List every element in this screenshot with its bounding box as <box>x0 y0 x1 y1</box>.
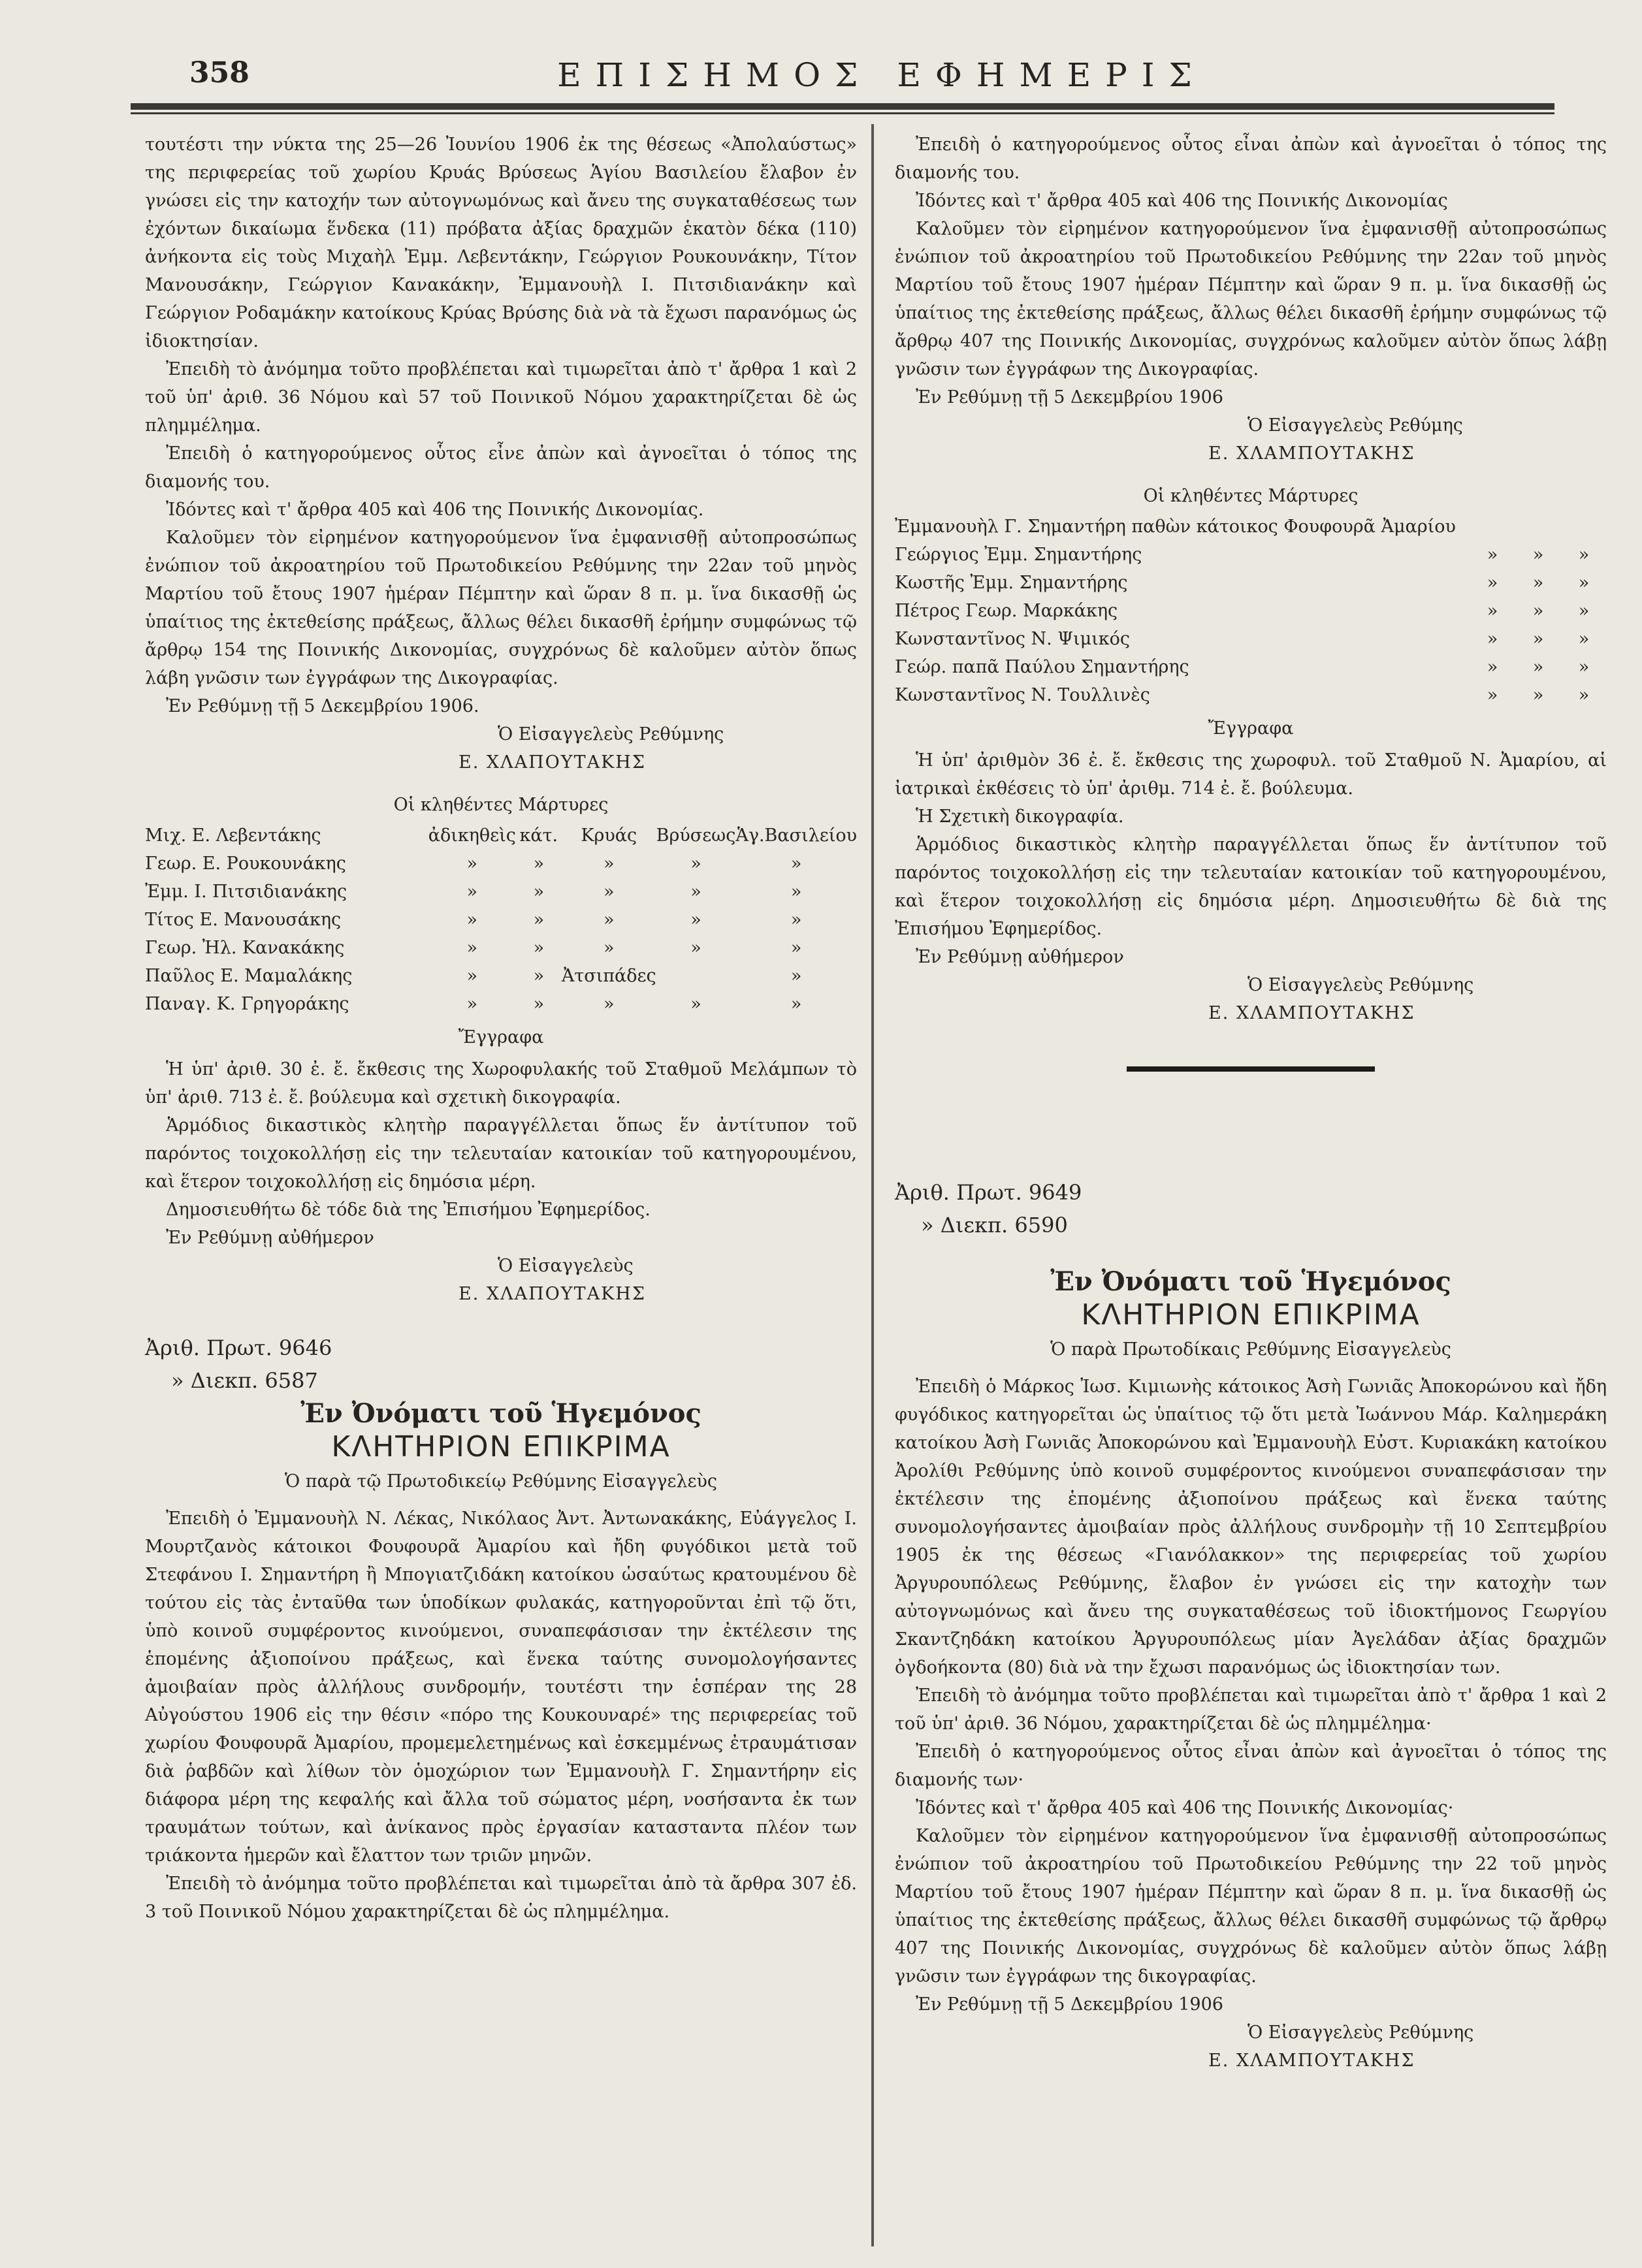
table-cell: » <box>1578 545 1590 565</box>
reference-numbers <box>895 1176 1607 1241</box>
witness-name: Κωνσταντῖνος Ν. Ψιμικός <box>895 629 1130 649</box>
table-row <box>145 906 857 934</box>
section-separator <box>1127 1066 1375 1072</box>
signature-title: Ὁ Εἰσαγγελεὺς Ρεθύμνης <box>498 724 724 744</box>
witness-name: Γεώργιος Ἐμμ. Σημαντήρης <box>895 545 1142 565</box>
witness-name: Παῦλος Ε. Μαμαλάκης <box>145 966 353 986</box>
table-cell: » <box>1532 573 1544 593</box>
witness-name: Γεωρ. Ἠλ. Κανακάκης <box>145 938 345 958</box>
dispatch-number: » Διεκπ. 6587 <box>171 1368 318 1393</box>
masthead: ΕΠΙΣΗΜΟΣ ΕΦΗΜΕΡΙΣ <box>557 56 1206 94</box>
table-cell: » <box>690 938 701 958</box>
witnesses-title: Οἱ κληθέντες Μάρτυρες <box>1143 486 1359 506</box>
witness-name: Κωνσταντῖνος Ν. Τουλλινὲς <box>895 685 1150 705</box>
documents-title: Ἔγγραφα <box>1208 718 1294 739</box>
paragraph: Ἁρμόδιος δικαστικὸς κλητὴρ παραγγέλλεται ὅπως ἕν ἀντίτυπον τοῦ παρόντος τοιχοκολλήσῃ εἰς την τελευταίαν κατοικίαν τοῦ κατηγορουμένου, καὶ ἕτερον τοιχοκολλήσῃ εἰς δημόσια μέρη. <box>145 1115 857 1192</box>
left-column <box>145 131 857 1926</box>
table-cell: Ἀτσιπάδες <box>561 966 656 986</box>
documents-title: Ἔγγραφα <box>458 1027 544 1047</box>
dispatch-number: » Διεκπ. 6590 <box>921 1213 1068 1238</box>
table-cell: » <box>790 994 802 1014</box>
signature-title: Ὁ Εἰσαγγελεὺς Ρεθύμνης <box>1248 2022 1474 2043</box>
table-row <box>145 990 857 1018</box>
table-cell: » <box>466 938 478 958</box>
table-cell: » <box>603 882 615 902</box>
witness-name: Μιχ. Ε. Λεβεντάκης <box>145 825 321 846</box>
notice-issuer: Ὁ παρὰ Πρωτοδίκαις Ρεθύμνης Εἰσαγγελεὺς <box>1050 1339 1451 1360</box>
table-row <box>895 513 1607 541</box>
table-row <box>145 962 857 990</box>
table-cell: » <box>1487 685 1498 705</box>
paragraph: Ἰδόντες καὶ τ' ἄρθρα 405 καὶ 406 της Ποινικής Δικονομίας· <box>916 1798 1454 1818</box>
table-cell: » <box>1487 573 1498 593</box>
notice-issuer: Ὁ παρὰ τῷ Πρωτοδικείῳ Ρεθύμνης Εἰσαγγελεὺς <box>284 1471 718 1492</box>
table-cell: » <box>533 938 545 958</box>
paragraph: Δημοσιευθήτω δὲ τόδε διὰ της Ἐπισήμου Ἐφημερίδος. <box>166 1200 651 1220</box>
paragraph: Καλοῦμεν τὸν εἰρημένον κατηγορούμενον ἵνα ἐμφανισθῇ αὐτοπροσώπως ἐνώπιον τοῦ ἀκροατηρίου τοῦ Πρωτοδικείου Ρεθύμνης την 22αν τοῦ μηνὸς Μαρτίου τοῦ ἔτους 1907 ἡμέραν Πέμπτην καὶ ὥραν 9 π. μ. ἵνα δικασθῇ ὡς ὑπαίτιος της ἐκτεθείσης πράξεως, ἄλλως θέλει δικασθῆ ἐρήμην συμφώνως τῷ ἄρθρῳ 407 της Ποινικής Δικονομίας, συγχρόνως καλοῦμεν αὐτὸν ὅπως λάβῃ γνῶσιν των ἐγγράφων της Δικογραφίας. <box>895 219 1607 379</box>
table-row <box>145 878 857 906</box>
date-line: Ἐν Ρεθύμνῃ τῇ 5 Δεκεμβρίου 1906 <box>916 1994 1223 2015</box>
date-line: Ἐν Ρεθύμνῃ αὐθήμερον <box>166 1228 374 1248</box>
table-cell: » <box>1578 629 1590 649</box>
paragraph: Ἐπειδὴ ὁ κατηγορούμενος οὗτος εἶνε ἀπὼν καὶ ἀγνοεῖται ὁ τόπος της διαμονής του. <box>145 443 857 492</box>
table-row <box>895 569 1607 597</box>
table-cell: » <box>690 854 701 874</box>
notice-title: ΚΛΗΤΗΡΙΟΝ ΕΠΙΚΡΙΜΑ <box>1081 1298 1421 1332</box>
table-cell: » <box>533 882 545 902</box>
paragraph: Ἐπειδὴ τὸ ἀνόμημα τοῦτο προβλέπεται καὶ τιμωρεῖται ἀπὸ τ' ἄρθρα 1 καὶ 2 τοῦ ὑπ' ἀριθ. 36 Νόμου, χαρακτηρίζεται δὲ ὡς πλημμέλημα· <box>895 1685 1607 1734</box>
table-cell: » <box>466 994 478 1014</box>
table-cell: » <box>1578 657 1590 677</box>
table-cell: » <box>466 910 478 930</box>
witness-name: Κωστῆς Ἐμμ. Σημαντήρης <box>895 573 1128 593</box>
header-rule <box>131 103 1554 110</box>
table-cell: Κρυάς <box>581 825 637 846</box>
signature-block <box>895 2019 1607 2075</box>
signature-name: Ε. ΧΛΑΠΟΥΤΑΚΗΣ <box>459 752 646 773</box>
witness-name: Παναγ. Κ. Γρηγοράκης <box>145 994 349 1014</box>
witness-name: Τίτος Ε. Μανουσάκης <box>145 910 342 930</box>
table-row <box>145 850 857 878</box>
table-cell: » <box>690 994 701 1014</box>
witness-name: Πέτρος Γεωρ. Μαρκάκης <box>895 601 1118 621</box>
table-cell: » <box>1487 657 1498 677</box>
table-cell: » <box>1487 629 1498 649</box>
notice-heading: Ἐν Ὀνόματι τοῦ Ἡγεμόνος <box>300 1398 701 1429</box>
witness-name: Γεώρ. παπᾶ Παύλου Σημαντήρης <box>895 657 1189 677</box>
protocol-number: Ἀριθ. Πρωτ. 9646 <box>145 1335 332 1360</box>
right-column <box>895 131 1607 2075</box>
table-cell: » <box>790 854 802 874</box>
paragraph: Ἁρμόδιος δικαστικὸς κλητὴρ παραγγέλλεται ὅπως ἕν ἀντίτυπον τοῦ παρόντος τοιχοκολλήσῃ εἰς την τελευταίαν κατοικίαν τοῦ κατηγορουμένου, καὶ ἕτερον τοιχοκολλήσῃ εἰς δημόσια μέρη. Δημοσιευθήτω δὲ διὰ της Ἐπισήμου Ἐφημερίδος. <box>895 835 1607 939</box>
table-cell: ἀδικηθεὶς <box>428 825 516 846</box>
table-cell: » <box>690 882 701 902</box>
table-cell: κάτ. <box>519 825 558 846</box>
witnesses-table <box>895 513 1607 709</box>
paragraph: Ἰδόντες καὶ τ' ἄρθρα 405 καὶ 406 της Ποινικής Δικονομίας. <box>166 500 704 520</box>
signature-block <box>145 1252 857 1308</box>
table-cell: » <box>690 910 701 930</box>
paragraph: τουτέστι την νύκτα της 25—26 Ἰουνίου 1906 ἐκ της θέσεως «Ἀπολαύστως» της περιφερείας τοῦ χωρίου Κρυάς Βρύσεως Ἁγίου Βασιλείου ἔλαβον ἐν γνώσει εἰς την κατοχήν των αὐτογνωμόνως καὶ ἄνευ της συγκαταθέσεως των ἐχόντων δικαίωμα ἕνδεκα (11) πρόβατα ἀξίας δραχμῶν ἑκατὸν δέκα (110) ἀνήκοντα εἰς τοὺς Μιχαὴλ Ἐμμ. Λεβεντάκην, Γεώργιον Ρουκουνάκην, Τίτον Μανουσάκην, Γεώργιον Κανακάκην, Ἐμμανουὴλ Ι. Πιτσιδιανάκην καὶ Γεώργιον Ροδαμάκην κατοίκους Κρύας Βρύσης διὰ νὰ τὰ ἔχωσι παρανόμως ὡς ἰδιοκτησίαν. <box>145 135 857 351</box>
header-rule-thin <box>131 112 1554 114</box>
paragraph: Ἐπειδὴ τὸ ἀνόμημα τοῦτο προβλέπεται καὶ τιμωρεῖται ἀπὸ τὰ ἄρθρα 307 ἐδ. 3 τοῦ Ποινικοῦ Νόμου χαρακτηρίζεται δὲ ὡς πλημμέλημα. <box>145 1874 857 1922</box>
paragraph: Καλοῦμεν τὸν εἰρημένον κατηγορούμενον ἵνα ἐμφανισθῇ αὐτοπροσώπως ἐνώπιον τοῦ ἀκροατηρίου τοῦ Πρωτοδικείου Ρεθύμνης την 22αν τοῦ μηνὸς Μαρτίου τοῦ ἔτους 1907 ἡμέραν Πέμπτην καὶ ὥραν 8 π. μ. ἵνα δικασθῇ ὡς ὑπαίτιος της ἐκτεθείσης πράξεως, ἄλλως θέλει δικασθῆ ἐρήμην συμφώνως τῷ ἄρθρῳ 154 της Ποινικής Δικονομίας, συγχρόνως δὲ καλοῦμεν αὐτὸν ὅπως λάβη γνῶσιν των ἐγγράφων της Δικογραφίας. <box>145 528 857 688</box>
table-cell: » <box>1487 601 1498 621</box>
table-row <box>895 597 1607 625</box>
witness-name: Γεωρ. Ε. Ρουκουνάκης <box>145 854 346 874</box>
table-cell: » <box>1532 601 1544 621</box>
signature-title: Ὁ Εἰσαγγελεὺς Ρεθύμης <box>1248 415 1463 436</box>
table-row <box>145 822 857 850</box>
signature-name: Ε. ΧΛΑΜΠΟΥΤΑΚΗΣ <box>1208 443 1415 464</box>
table-cell: » <box>1532 657 1544 677</box>
table-cell: » <box>533 854 545 874</box>
table-cell: » <box>533 910 545 930</box>
signature-name: Ε. ΧΛΑΜΠΟΥΤΑΚΗΣ <box>1208 1003 1415 1023</box>
paragraph: Ἡ ὑπ' ἀριθμὸν 36 ἐ. ἔ. ἔκθεσις της χωροφυλ. τοῦ Σταθμοῦ Ν. Ἀμαρίου, αἱ ἰατρικαὶ ἐκθέσεις τὸ ὑπ' ἀριθμ. 714 ἐ. ἔ. βούλευμα. <box>895 750 1607 799</box>
paragraph: Καλοῦμεν τὸν εἰρημένον κατηγορούμενον ἵνα ἐμφανισθῇ αὐτοπροσώπως ἐνώπιον τοῦ ἀκροατηρίου τοῦ Πρωτοδικείου Ρεθύμνης την 22 τοῦ μηνὸς Μαρτίου τοῦ ἔτους 1907 ἡμέραν Πέμπτην καὶ ὥραν 8 π. μ. ἵνα δικασθῇ ὡς ὑπαίτιος της ἐκτεθείσης πράξεως, ἄλλως θέλει δικασθῆ συμφώνως τῷ ἄρθρῳ 407 της Ποινικής Δικονομίας, συγχρόνως δὲ καλοῦμεν αὐτὸν ὅπως λάβῃ γνῶσιν των ἐγγράφων της δικογραφίας. <box>895 1826 1607 1987</box>
protocol-number: Ἀριθ. Πρωτ. 9649 <box>895 1180 1082 1205</box>
signature-block <box>145 720 857 776</box>
date-line: Ἐν Ρεθύμνῃ αὐθήμερον <box>916 947 1124 967</box>
table-cell: » <box>1578 685 1590 705</box>
signature-title: Ὁ Εἰσαγγελεὺς Ρεθύμνης <box>1248 975 1474 995</box>
table-cell: » <box>533 966 545 986</box>
table-cell: » <box>790 882 802 902</box>
notice-title: ΚΛΗΤΗΡΙΟΝ ΕΠΙΚΡΙΜΑ <box>331 1430 671 1463</box>
signature-name: Ε. ΧΛΑΜΠΟΥΤΑΚΗΣ <box>1208 2051 1415 2071</box>
signature-block <box>895 971 1607 1027</box>
table-row <box>895 681 1607 709</box>
table-cell: » <box>1532 545 1544 565</box>
table-cell: » <box>790 938 802 958</box>
signature-title: Ὁ Εἰσαγγελεὺς <box>498 1256 634 1276</box>
page-number: 358 <box>189 56 250 89</box>
paragraph: Ἐπειδὴ ὁ κατηγορούμενος οὗτος εἶναι ἀπὼν καὶ ἀγνοεῖται ὁ τόπος της διαμονής των· <box>895 1742 1607 1790</box>
table-cell: Βρύσεως <box>656 825 736 846</box>
date-line: Ἐν Ρεθύμνῃ τῇ 5 Δεκεμβρίου 1906. <box>166 696 479 716</box>
table-cell: Ἁγ.Βασιλείου <box>735 825 857 846</box>
column-divider <box>871 124 874 2246</box>
page-header <box>189 56 1574 102</box>
table-row <box>895 653 1607 681</box>
paragraph: Ἐπειδὴ ὁ Μάρκος Ἰωσ. Κιμιωνὴς κάτοικος Ἀσὴ Γωνιᾶς Ἀποκορώνου καὶ ἤδη φυγόδικος κατηγορεῖται ὡς ὑπαίτιος τῷ ὅτι μετὰ Ἰωάννου Μάρ. Καλημεράκη κατοίκου Ἀσὴ Γωνιᾶς Ἀποκορώνου καὶ Ἐμμανουὴλ Εὐστ. Κυριακάκη κατοίκου Ἀρολίθι Ρεθύμνης ὑπὸ κοινοῦ συμφέροντος κινούμενοι συναπεφάσισαν την ἐκτέλεσιν της ἑπομένης ἀξιοποίνου πράξεως καὶ ἕνεκα ταύτης συνομολογήσαντες ἀμοιβαίαν πρὸς ἀλλήλους συνδρομὴν τῇ 10 Σεπτεμβρίου 1905 ἐκ της θέσεως «Γιανόλακκον» της περιφερείας τοῦ χωρίου Ἀργυρουπόλεως Ρεθύμνης, ἔλαβον ἐν γνώσει εἰς την κατοχὴν των αὐτογνωμόνως καὶ ἄνευ της συγκαταθέσεως τοῦ ἰδιοκτήμονος Γεωργίου Σκαντζηδάκη κατοίκου Ἀργυρουπόλεως μίαν Ἀγελάδαν ἀξίας δραχμῶν ὀγδοήκοντα (80) διὰ νὰ την ἔχωσι παρανόμως ὡς ἰδιοκτησίαν των. <box>895 1377 1607 1678</box>
reference-numbers <box>145 1332 857 1397</box>
table-cell: » <box>1532 629 1544 649</box>
table-row <box>895 541 1607 569</box>
date-line: Ἐν Ρεθύμνῃ τῇ 5 Δεκεμβρίου 1906 <box>916 387 1223 407</box>
table-cell: » <box>603 910 615 930</box>
table-cell: » <box>603 938 615 958</box>
table-cell <box>656 962 736 990</box>
paragraph: Ἐπειδὴ τὸ ἀνόμημα τοῦτο προβλέπεται καὶ τιμωρεῖται ἀπὸ τ' ἄρθρα 1 καὶ 2 τοῦ ὑπ' ἀριθ. 36 Νόμου καὶ 57 τοῦ Ποινικοῦ Νόμου χαρακτηρίζεται δὲ ὡς πλημμέλημα. <box>145 359 857 436</box>
table-cell: » <box>466 966 478 986</box>
table-cell: » <box>603 994 615 1014</box>
paragraph: Ἐπειδὴ ὁ Ἐμμανουὴλ Ν. Λέκας, Νικόλαος Ἀντ. Ἀντωνακάκης, Εὐάγγελος Ι. Μουρτζανὸς κάτοικοι Φουφουρᾶ Ἀμαρίου καὶ ἤδη φυγόδικοι μετὰ τοῦ Στεφάνου Ι. Σημαντήρη ἢ Μπογιατζιδάκη κατοίκου ὡσαύτως κρατουμένου δὲ τούτου εἰς τὰς ἐνταῦθα των ὑποδίκων φυλακάς, κατηγοροῦνται ἐπὶ τῷ ὅτι, ὑπὸ κοινοῦ συμφέροντος κινούμενοι, συναπεφάσισαν την ἐκτέλεσιν της ἑπομένης ἀξιοποίνου πράξεως, καὶ ἕνεκα ταύτης συνομολογήσαντες ἀμοιβαίαν πρὸς ἀλλήλους συνδρομήν, τουτέστι την ἑσπέραν της 28 Αὐγούστου 1906 εἰς την θέσιν «πόρο της Κουκουναρέ» της περιφερείας τοῦ χωρίου Φουφουρᾶ Ἀμαρίου, προμεμελετημένως καὶ ἐσκεμμένως ἐτραυμάτισαν διὰ ῥαβδῶν καὶ λίθων τὸν ὁμοχώριον των Ἐμμανουὴλ Γ. Σημαντήρην εἰς διάφορα μέρη της κεφαλής καὶ ἄλλα τοῦ σώματος μέρη, νοσήσαντα ἐκ των τραυμάτων τούτων, καὶ ἀνίκανος πρὸς ἐργασίαν κατασταντα πλέον των τριάκοντα ἡμερῶν καὶ ἔλαττον των τριῶν μηνῶν. <box>145 1509 857 1866</box>
paragraph: Ἡ Σχετικὴ δικογραφία. <box>916 807 1124 827</box>
table-cell: » <box>603 854 615 874</box>
witnesses-title: Οἱ κληθέντες Μάρτυρες <box>393 795 609 815</box>
table-cell: » <box>1578 573 1590 593</box>
notice-heading: Ἐν Ὀνόματι τοῦ Ἡγεμόνος <box>1050 1266 1451 1297</box>
witnesses-table <box>145 822 857 1018</box>
table-cell: » <box>533 994 545 1014</box>
paragraph: Ἡ ὑπ' ἀριθ. 30 ἐ. ἔ. ἔκθεσις της Χωροφυλακής τοῦ Σταθμοῦ Μελάμπων τὸ ὑπ' ἀριθ. 713 ἐ. ἔ. βούλευμα καὶ σχετικὴ δικογραφία. <box>145 1059 857 1108</box>
table-cell: » <box>790 910 802 930</box>
witness-name: Ἐμμανουὴλ Γ. Σημαντήρη παθὼν κάτοικος Φουφουρᾶ Ἀμαρίου <box>895 517 1456 537</box>
table-cell: » <box>1578 601 1590 621</box>
table-row <box>145 934 857 962</box>
table-cell: » <box>466 882 478 902</box>
paragraph: Ἐπειδὴ ὁ κατηγορούμενος οὗτος εἶναι ἀπὼν καὶ ἀγνοεῖται ὁ τόπος της διαμονής του. <box>895 135 1607 183</box>
signature-name: Ε. ΧΛΑΠΟΥΤΑΚΗΣ <box>459 1284 646 1304</box>
signature-block <box>895 411 1607 468</box>
witness-name: Ἐμμ. Ι. Πιτσιδιανάκης <box>145 882 347 902</box>
table-cell: » <box>466 854 478 874</box>
table-cell: » <box>790 966 802 986</box>
table-cell: » <box>1487 545 1498 565</box>
table-cell: » <box>1532 685 1544 705</box>
paragraph: Ἰδόντες καὶ τ' ἄρθρα 405 καὶ 406 της Ποινικής Δικονομίας <box>916 191 1448 211</box>
table-row <box>895 625 1607 653</box>
